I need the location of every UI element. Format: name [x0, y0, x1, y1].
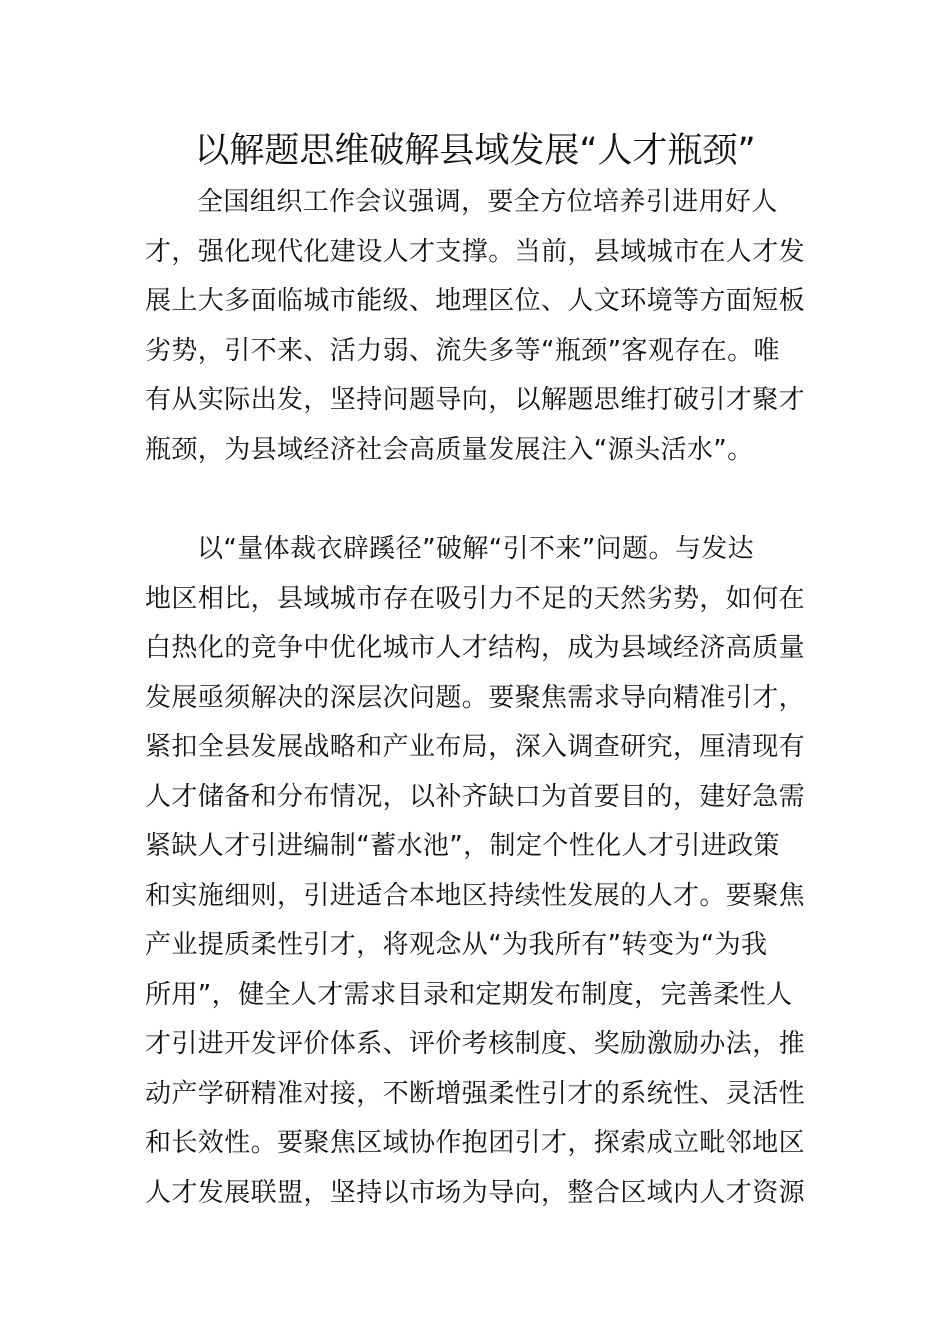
paragraph-line: 展上大多面临城市能级、地理区位、人文环境等方面短板	[145, 286, 806, 316]
paragraph-line: 有从实际出发，坚持问题导向，以解题思维打破引才聚才	[145, 385, 806, 415]
paragraph-line: 瓶颈，为县域经济社会高质量发展注入“源头活水”。	[145, 434, 754, 465]
paragraph-line: 以“量体裁衣辟蹊径”破解“引不来”问题。与发达	[197, 534, 755, 564]
paragraph-2	[145, 525, 815, 1218]
paragraph-1	[145, 178, 815, 475]
document-title: 以解题思维破解县域发展“人才瓶颈”	[194, 131, 756, 171]
paragraph-line: 才引进开发评价体系、评价考核制度、奖励激励办法，推	[145, 1029, 806, 1059]
paragraph-line: 紧扣全县发展战略和产业布局，深入调查研究，厘清现有	[145, 732, 806, 762]
paragraph-line: 白热化的竞争中优化城市人才结构，成为县域经济高质量	[145, 633, 806, 663]
paragraph-line: 地区相比，县域城市存在吸引力不足的天然劣势，如何在	[145, 583, 806, 614]
paragraph-line: 和实施细则，引进适合本地区持续性发展的人才。要聚焦	[145, 880, 806, 911]
paragraph-line: 动产学研精准对接，不断增强柔性引才的系统性、灵活性	[145, 1078, 806, 1109]
paragraph-line: 紧缺人才引进编制“蓄水池”，制定个性化人才引进政策	[145, 831, 780, 861]
paragraph-line: 人才储备和分布情况，以补齐缺口为首要目的，建好急需	[145, 781, 806, 812]
paragraph-line: 才，强化现代化建设人才支撑。当前，县域城市在人才发	[145, 236, 806, 267]
paragraph-line: 全国组织工作会议强调，要全方位培养引进用好人	[197, 187, 778, 217]
paragraph-line: 发展亟须解决的深层次问题。要聚焦需求导向精准引才，	[145, 682, 806, 713]
paragraph-line: 劣势，引不来、活力弱、流失多等“瓶颈”客观存在。唯	[145, 335, 780, 366]
paragraph-line: 和长效性。要聚焦区域协作抱团引才，探索成立毗邻地区	[145, 1128, 806, 1158]
paragraph-line: 产业提质柔性引才，将观念从“为我所有”转变为“为我	[145, 930, 768, 960]
paragraph-line: 人才发展联盟，坚持以市场为导向，整合区域内人才资源	[145, 1177, 806, 1208]
paragraph-line: 所用”，健全人才需求目录和定期发布制度，完善柔性人	[145, 979, 793, 1010]
